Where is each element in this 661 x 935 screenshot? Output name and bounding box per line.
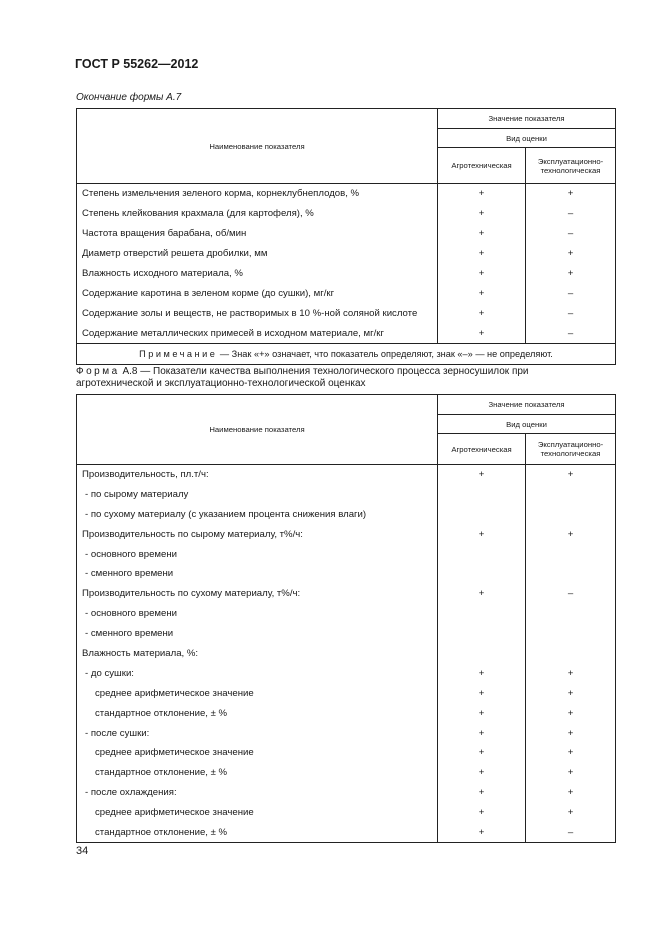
cell-agro: + <box>438 224 526 244</box>
cell-agro <box>438 544 526 564</box>
row-name: Производительность по сухому материалу, т%/ч: <box>77 584 438 604</box>
cell-expl <box>526 644 616 664</box>
table2-caption-label: Форма <box>76 366 120 377</box>
row-name: - после сушки: <box>77 723 438 743</box>
cell-expl: + <box>526 803 616 823</box>
cell-agro: + <box>438 184 526 204</box>
table-row <box>77 244 616 264</box>
col-header-agro: Агротехническая <box>438 148 526 184</box>
col-header-name: Наименование показателя <box>77 109 438 184</box>
cell-expl: – <box>526 284 616 304</box>
table-note-row <box>77 344 616 365</box>
row-name: среднее арифметическое значение <box>77 743 438 763</box>
row-name: Степень клейкования крахмала (для картофеля), % <box>77 204 438 224</box>
cell-agro <box>438 484 526 504</box>
cell-agro <box>438 504 526 524</box>
cell-agro: + <box>438 683 526 703</box>
table-row <box>77 465 616 485</box>
row-name: - до сушки: <box>77 663 438 683</box>
cell-expl: + <box>526 465 616 485</box>
col-header-name: Наименование показателя <box>77 395 438 465</box>
row-name: - по сырому материалу <box>77 484 438 504</box>
col-header-expl: Эксплуатационно-технологическая <box>526 434 616 465</box>
row-name: среднее арифметическое значение <box>77 683 438 703</box>
row-name: Влажность материала, %: <box>77 644 438 664</box>
table-row <box>77 743 616 763</box>
cell-expl: – <box>526 304 616 324</box>
cell-agro: + <box>438 524 526 544</box>
cell-expl: – <box>526 204 616 224</box>
cell-agro <box>438 644 526 664</box>
cell-expl: – <box>526 823 616 843</box>
cell-expl: – <box>526 324 616 344</box>
table-row <box>77 204 616 224</box>
document-header: ГОСТ Р 55262—2012 <box>75 57 199 71</box>
table-row <box>77 504 616 524</box>
table-row <box>77 783 616 803</box>
table-row <box>77 763 616 783</box>
row-name: среднее арифметическое значение <box>77 803 438 823</box>
col-header-agro: Агротехническая <box>438 434 526 465</box>
row-name: Содержание золы и веществ, не растворимых в 10 %-ной соляной кислоте <box>77 304 438 324</box>
row-name: - сменного времени <box>77 564 438 584</box>
table-row <box>77 564 616 584</box>
cell-agro: + <box>438 304 526 324</box>
col-header-type: Вид оценки <box>438 415 616 434</box>
table-row <box>77 823 616 843</box>
table1-caption: Окончание формы А.7 <box>76 92 182 103</box>
cell-agro: + <box>438 723 526 743</box>
table-note <box>77 344 616 365</box>
cell-expl <box>526 624 616 644</box>
cell-expl: + <box>526 763 616 783</box>
cell-agro: + <box>438 244 526 264</box>
cell-expl <box>526 564 616 584</box>
cell-expl: + <box>526 783 616 803</box>
col-header-type: Вид оценки <box>438 129 616 148</box>
cell-expl <box>526 484 616 504</box>
row-name: стандартное отклонение, ± % <box>77 763 438 783</box>
row-name: Содержание металлических примесей в исходном материале, мг/кг <box>77 324 438 344</box>
cell-expl: + <box>526 244 616 264</box>
cell-expl: + <box>526 184 616 204</box>
row-name: - сменного времени <box>77 624 438 644</box>
cell-agro <box>438 564 526 584</box>
cell-agro: + <box>438 465 526 485</box>
table-row <box>77 604 616 624</box>
cell-agro: + <box>438 783 526 803</box>
row-name: Производительность, пл.т/ч: <box>77 465 438 485</box>
table-row <box>77 484 616 504</box>
cell-expl: + <box>526 743 616 763</box>
row-name: Влажность исходного материала, % <box>77 264 438 284</box>
table-form-a8 <box>76 394 616 843</box>
table-row <box>77 624 616 644</box>
note-label: Примечание <box>139 349 218 359</box>
cell-agro: + <box>438 204 526 224</box>
table-row <box>77 723 616 743</box>
row-name: - основного времени <box>77 544 438 564</box>
cell-expl: + <box>526 524 616 544</box>
cell-agro: + <box>438 584 526 604</box>
row-name: - основного времени <box>77 604 438 624</box>
cell-agro: + <box>438 663 526 683</box>
table-row <box>77 683 616 703</box>
cell-agro <box>438 604 526 624</box>
cell-expl <box>526 544 616 564</box>
table-row <box>77 224 616 244</box>
table2-caption-text: А.8 — Показатели качества выполнения технологического процесса зерносушилок при агротехнической и эксплуатационно-технологической оценках <box>76 366 529 389</box>
row-name: Частота вращения барабана, об/мин <box>77 224 438 244</box>
row-name: Производительность по сырому материалу, т%/ч: <box>77 524 438 544</box>
cell-expl: + <box>526 723 616 743</box>
table-row <box>77 644 616 664</box>
col-header-value: Значение показателя <box>438 395 616 415</box>
cell-expl: – <box>526 584 616 604</box>
table-form-a7 <box>76 108 616 365</box>
row-name: стандартное отклонение, ± % <box>77 703 438 723</box>
cell-expl: + <box>526 663 616 683</box>
cell-expl <box>526 504 616 524</box>
row-name: Диаметр отверстий решета дробилки, мм <box>77 244 438 264</box>
cell-agro: + <box>438 324 526 344</box>
cell-agro: + <box>438 284 526 304</box>
cell-expl: + <box>526 703 616 723</box>
table-row <box>77 663 616 683</box>
cell-expl <box>526 604 616 624</box>
cell-agro: + <box>438 823 526 843</box>
row-name: стандартное отклонение, ± % <box>77 823 438 843</box>
note-text: — Знак «+» означает, что показатель определяют, знак «–» — не определяют. <box>217 349 553 359</box>
cell-agro: + <box>438 763 526 783</box>
table-row <box>77 284 616 304</box>
row-name: Содержание каротина в зеленом корме (до сушки), мг/кг <box>77 284 438 304</box>
table-row <box>77 584 616 604</box>
table-row <box>77 544 616 564</box>
row-name: - после охлаждения: <box>77 783 438 803</box>
table2-header <box>77 395 616 465</box>
table2-caption <box>76 366 591 390</box>
page-number: 34 <box>76 845 89 857</box>
table-row <box>77 324 616 344</box>
col-header-expl: Эксплуатационно-технологическая <box>526 148 616 184</box>
table-row <box>77 524 616 544</box>
cell-expl: + <box>526 264 616 284</box>
cell-agro: + <box>438 264 526 284</box>
cell-agro: + <box>438 703 526 723</box>
table-row <box>77 304 616 324</box>
table-row <box>77 803 616 823</box>
cell-expl: + <box>526 683 616 703</box>
col-header-value: Значение показателя <box>438 109 616 129</box>
table-row <box>77 703 616 723</box>
cell-agro: + <box>438 803 526 823</box>
cell-agro <box>438 624 526 644</box>
table-row <box>77 264 616 284</box>
row-name: - по сухому материалу (с указанием процента снижения влаги) <box>77 504 438 524</box>
table-row <box>77 184 616 204</box>
cell-agro: + <box>438 743 526 763</box>
row-name: Степень измельчения зеленого корма, корнеклубнеплодов, % <box>77 184 438 204</box>
table1-header <box>77 109 616 184</box>
cell-expl: – <box>526 224 616 244</box>
